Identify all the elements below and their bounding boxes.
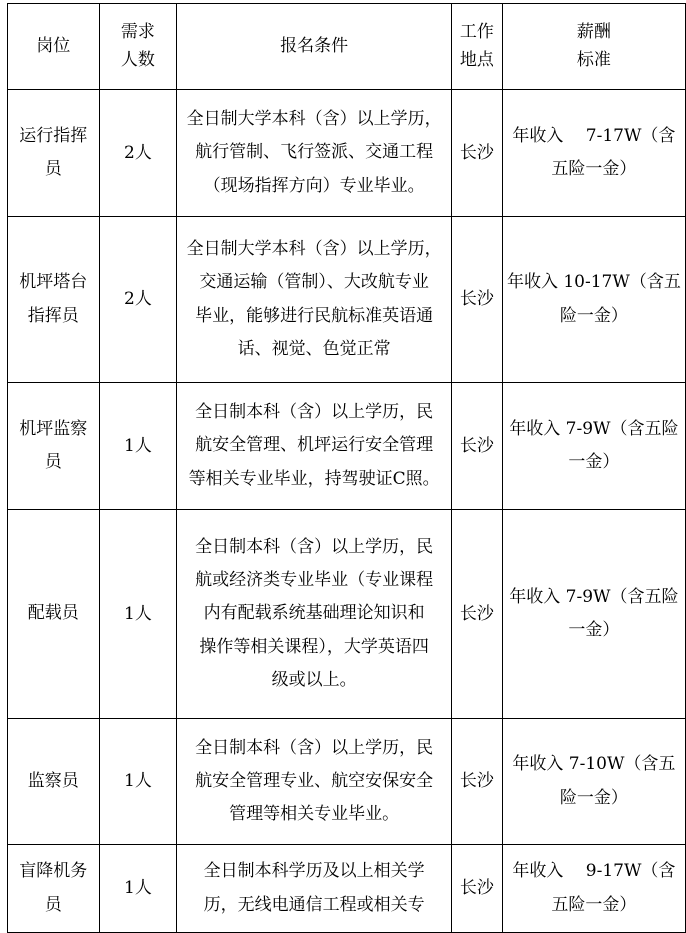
count-cell: 2人: [99, 90, 177, 217]
table-row: [8, 383, 686, 510]
salary-cell: 年收入 7-9W（含五险 一金）: [502, 383, 685, 510]
table-row: [8, 845, 686, 933]
location-cell: 长沙: [451, 719, 502, 845]
post-cell: 运行指挥 员: [8, 90, 100, 217]
location-cell: 长沙: [451, 845, 502, 933]
count-cell: 2人: [99, 217, 177, 383]
conditions-cell: 全日制本科（含）以上学历，民 航安全管理、机坪运行安全管理 等相关专业毕业，持驾驶证C照。: [177, 383, 452, 510]
salary-cell: 年收入 7-10W（含五 险一金）: [502, 719, 685, 845]
count-cell: 1人: [99, 845, 177, 933]
table-row: [8, 217, 686, 383]
conditions-cell: 全日制本科学历及以上相关学 历，无线电通信工程或相关专: [177, 845, 452, 933]
salary-cell: 年收入 10-17W（含五 险一金）: [502, 217, 685, 383]
salary-cell: 年收入 9-17W（含 五险一金）: [502, 845, 685, 933]
location-cell: 长沙: [451, 383, 502, 510]
count-cell: 1人: [99, 383, 177, 510]
table-row: [8, 510, 686, 719]
header-post: 岗位: [8, 4, 100, 90]
location-cell: 长沙: [451, 90, 502, 217]
location-cell: 长沙: [451, 510, 502, 719]
table-row: [8, 719, 686, 845]
header-count: 需求 人数: [99, 4, 177, 90]
conditions-cell: 全日制大学本科（含）以上学历， 交通运输（管制）、大改航专业 毕业，能够进行民航标准英语通 话、视觉、色觉正常: [177, 217, 452, 383]
post-cell: 盲降机务 员: [8, 845, 100, 933]
header-location: 工作 地点: [451, 4, 502, 90]
post-cell: 监察员: [8, 719, 100, 845]
salary-cell: 年收入 7-9W（含五险 一金）: [502, 510, 685, 719]
conditions-cell: 全日制大学本科（含）以上学历， 航行管制、飞行签派、交通工程 （现场指挥方向）专业毕业。: [177, 90, 452, 217]
conditions-cell: 全日制本科（含）以上学历，民 航或经济类专业毕业（专业课程 内有配载系统基础理论知识和 操作等相关课程），大学英语四 级或以上。: [177, 510, 452, 719]
table-row: [8, 90, 686, 217]
header-conditions: 报名条件: [177, 4, 452, 90]
header-row: [8, 4, 686, 90]
salary-cell: 年收入 7-17W（含 五险一金）: [502, 90, 685, 217]
post-cell: 机坪塔台 指挥员: [8, 217, 100, 383]
count-cell: 1人: [99, 510, 177, 719]
location-cell: 长沙: [451, 217, 502, 383]
post-cell: 配载员: [8, 510, 100, 719]
header-salary: 薪酬 标准: [502, 4, 685, 90]
recruitment-table: [7, 3, 686, 933]
count-cell: 1人: [99, 719, 177, 845]
conditions-cell: 全日制本科（含）以上学历，民 航安全管理专业、航空安保安全 管理等相关专业毕业。: [177, 719, 452, 845]
post-cell: 机坪监察 员: [8, 383, 100, 510]
